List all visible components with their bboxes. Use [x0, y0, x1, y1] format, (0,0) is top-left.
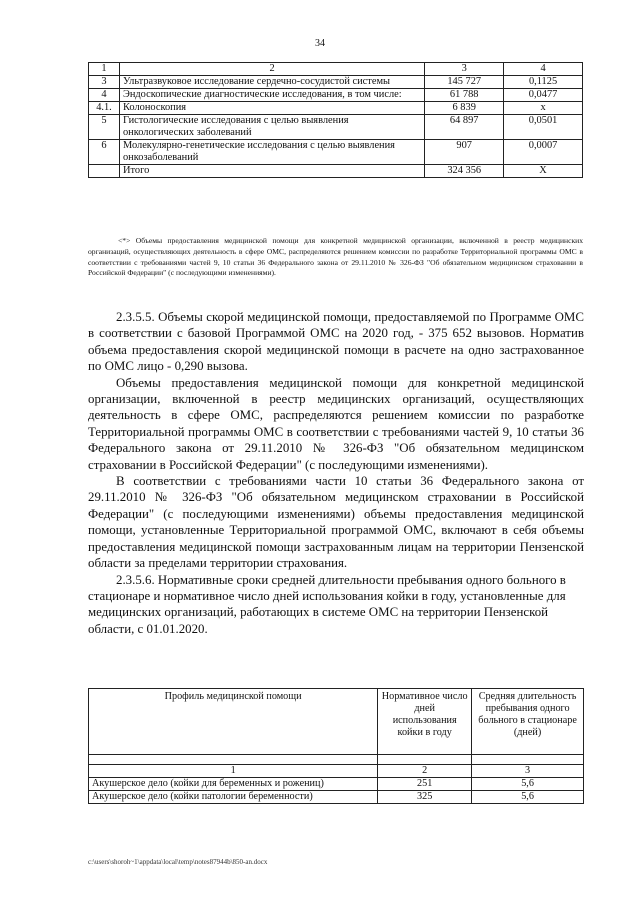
row-name: Ультразвуковое исследование сердечно-сосудистой системы	[119, 76, 424, 89]
header-profile: Профиль медицинской помощи	[89, 689, 378, 755]
row-avg-stay: 5,6	[472, 791, 584, 804]
table-header-cell: 3	[425, 63, 504, 76]
row-volume: 64 897	[425, 115, 504, 140]
row-norm: 0,0501	[504, 115, 583, 140]
paragraph: В соответствии с требованиями части 10 статьи 36 Федерального закона от 29.11.2010 № 326-ФЗ "Об обязательном медицинском страховании в Российской Федерации" (с последующими изменениями) объемы предоставления медицинской помощи, установленные Территориальной программой ОМС, включают в себя объемы предоставления медицинской помощи застрахованным лицам на территории Пензенской области за пределами территории страхования.	[88, 474, 584, 571]
row-profile: Акушерское дело (койки для беременных и рожениц)	[89, 778, 378, 791]
column-number: 2	[378, 765, 472, 778]
row-bed-days: 325	[378, 791, 472, 804]
row-norm: х	[504, 102, 583, 115]
paragraph: 2.3.5.5. Объемы скорой медицинской помощи, предоставляемой по Программе ОМС в соответствии с базовой Программой ОМС на 2020 год, - 375 652 вызовов. Норматив объема предоставления скорой медицинской помощи в расчете на одно застрахованное по ОМС лицо - 0,290 вызова.	[88, 310, 584, 374]
spacer-cell	[472, 755, 584, 765]
row-profile: Акушерское дело (койки патологии беременности)	[89, 791, 378, 804]
row-name: Молекулярно-генетические исследования с целью выявления онкозаболеваний	[119, 140, 424, 165]
row-number: 3	[89, 76, 120, 89]
table-numbering-row	[89, 765, 584, 778]
table-row	[89, 778, 584, 791]
table-row	[89, 140, 583, 165]
table-total-row	[89, 165, 583, 178]
table-row	[89, 76, 583, 89]
header-avg-stay: Средняя длительность пребывания одного больного в стационаре (дней)	[472, 689, 584, 755]
column-number: 1	[89, 765, 378, 778]
services-volume-table	[88, 62, 583, 178]
paragraph: 2.3.5.6. Нормативные сроки средней длительности пребывания одного больного в стационаре и нормативное число дней использования койки в году, установленные для медицинских организаций, работающих в системе ОМС на территории Пензенской области, с 01.01.2020.	[88, 572, 566, 636]
main-text	[88, 309, 584, 637]
row-number: 6	[89, 140, 120, 165]
table-header-row	[89, 63, 583, 76]
table-header-cell: 1	[89, 63, 120, 76]
header-bed-days: Нормативное число дней использования койки в году	[378, 689, 472, 755]
page-number: 34	[315, 38, 325, 49]
table-header-cell: 2	[119, 63, 424, 76]
row-name: Колоноскопия	[119, 102, 424, 115]
row-volume: 145 727	[425, 76, 504, 89]
table-row	[89, 102, 583, 115]
row-avg-stay: 5,6	[472, 778, 584, 791]
row-name: Эндоскопические диагностические исследования, в том числе:	[119, 89, 424, 102]
row-number: 5	[89, 115, 120, 140]
row-bed-days: 251	[378, 778, 472, 791]
table-header-cell: 4	[504, 63, 583, 76]
row-number: 4.1.	[89, 102, 120, 115]
row-norm: 0,0007	[504, 140, 583, 165]
spacer-cell	[89, 755, 378, 765]
table-header-row	[89, 689, 584, 755]
row-number	[89, 165, 120, 178]
row-volume: 6 839	[425, 102, 504, 115]
spacer-cell	[378, 755, 472, 765]
footnote-text: <*> Объемы предоставления медицинской помощи для конкретной медицинской организации, включенной в реестр медицинских организаций, осуществляющих деятельность в сфере ОМС, распределяются решением комиссии по разработке Территориальной программы ОМС в соответствии с требованиями частей 9, 10 статьи 36 Федерального закона от 29.11.2010 № 326-ФЗ "Об обязательном медицинском страховании в Российской Федерации" (с последующими изменениями).	[88, 236, 583, 278]
footnote	[88, 236, 583, 279]
row-volume: 324 356	[425, 165, 504, 178]
row-volume: 907	[425, 140, 504, 165]
row-norm: Х	[504, 165, 583, 178]
table-row	[89, 115, 583, 140]
table-row	[89, 791, 584, 804]
bed-days-table	[88, 688, 584, 804]
row-name: Гистологические исследования с целью выявления онкологических заболеваний	[119, 115, 424, 140]
column-number: 3	[472, 765, 584, 778]
row-norm: 0,0477	[504, 89, 583, 102]
table-row	[89, 89, 583, 102]
paragraph: Объемы предоставления медицинской помощи для конкретной медицинской организации, включенной в реестр медицинских организаций, осуществляющих деятельность в сфере ОМС, распределяются решением комиссии по разработке Территориальной программы ОМС в соответствии с требованиями частей 9, 10 статьи 36 Федерального закона от 29.11.2010 № 326-ФЗ "Об обязательном медицинском страховании в Российской Федерации" (с последующими изменениями).	[88, 375, 584, 472]
row-norm: 0,1125	[504, 76, 583, 89]
row-volume: 61 788	[425, 89, 504, 102]
file-path: c:\users\shoroh~1\appdata\local\temp\notes87944b\850-an.docx	[88, 858, 268, 866]
table-spacer-row	[89, 755, 584, 765]
row-number: 4	[89, 89, 120, 102]
row-name: Итого	[119, 165, 424, 178]
